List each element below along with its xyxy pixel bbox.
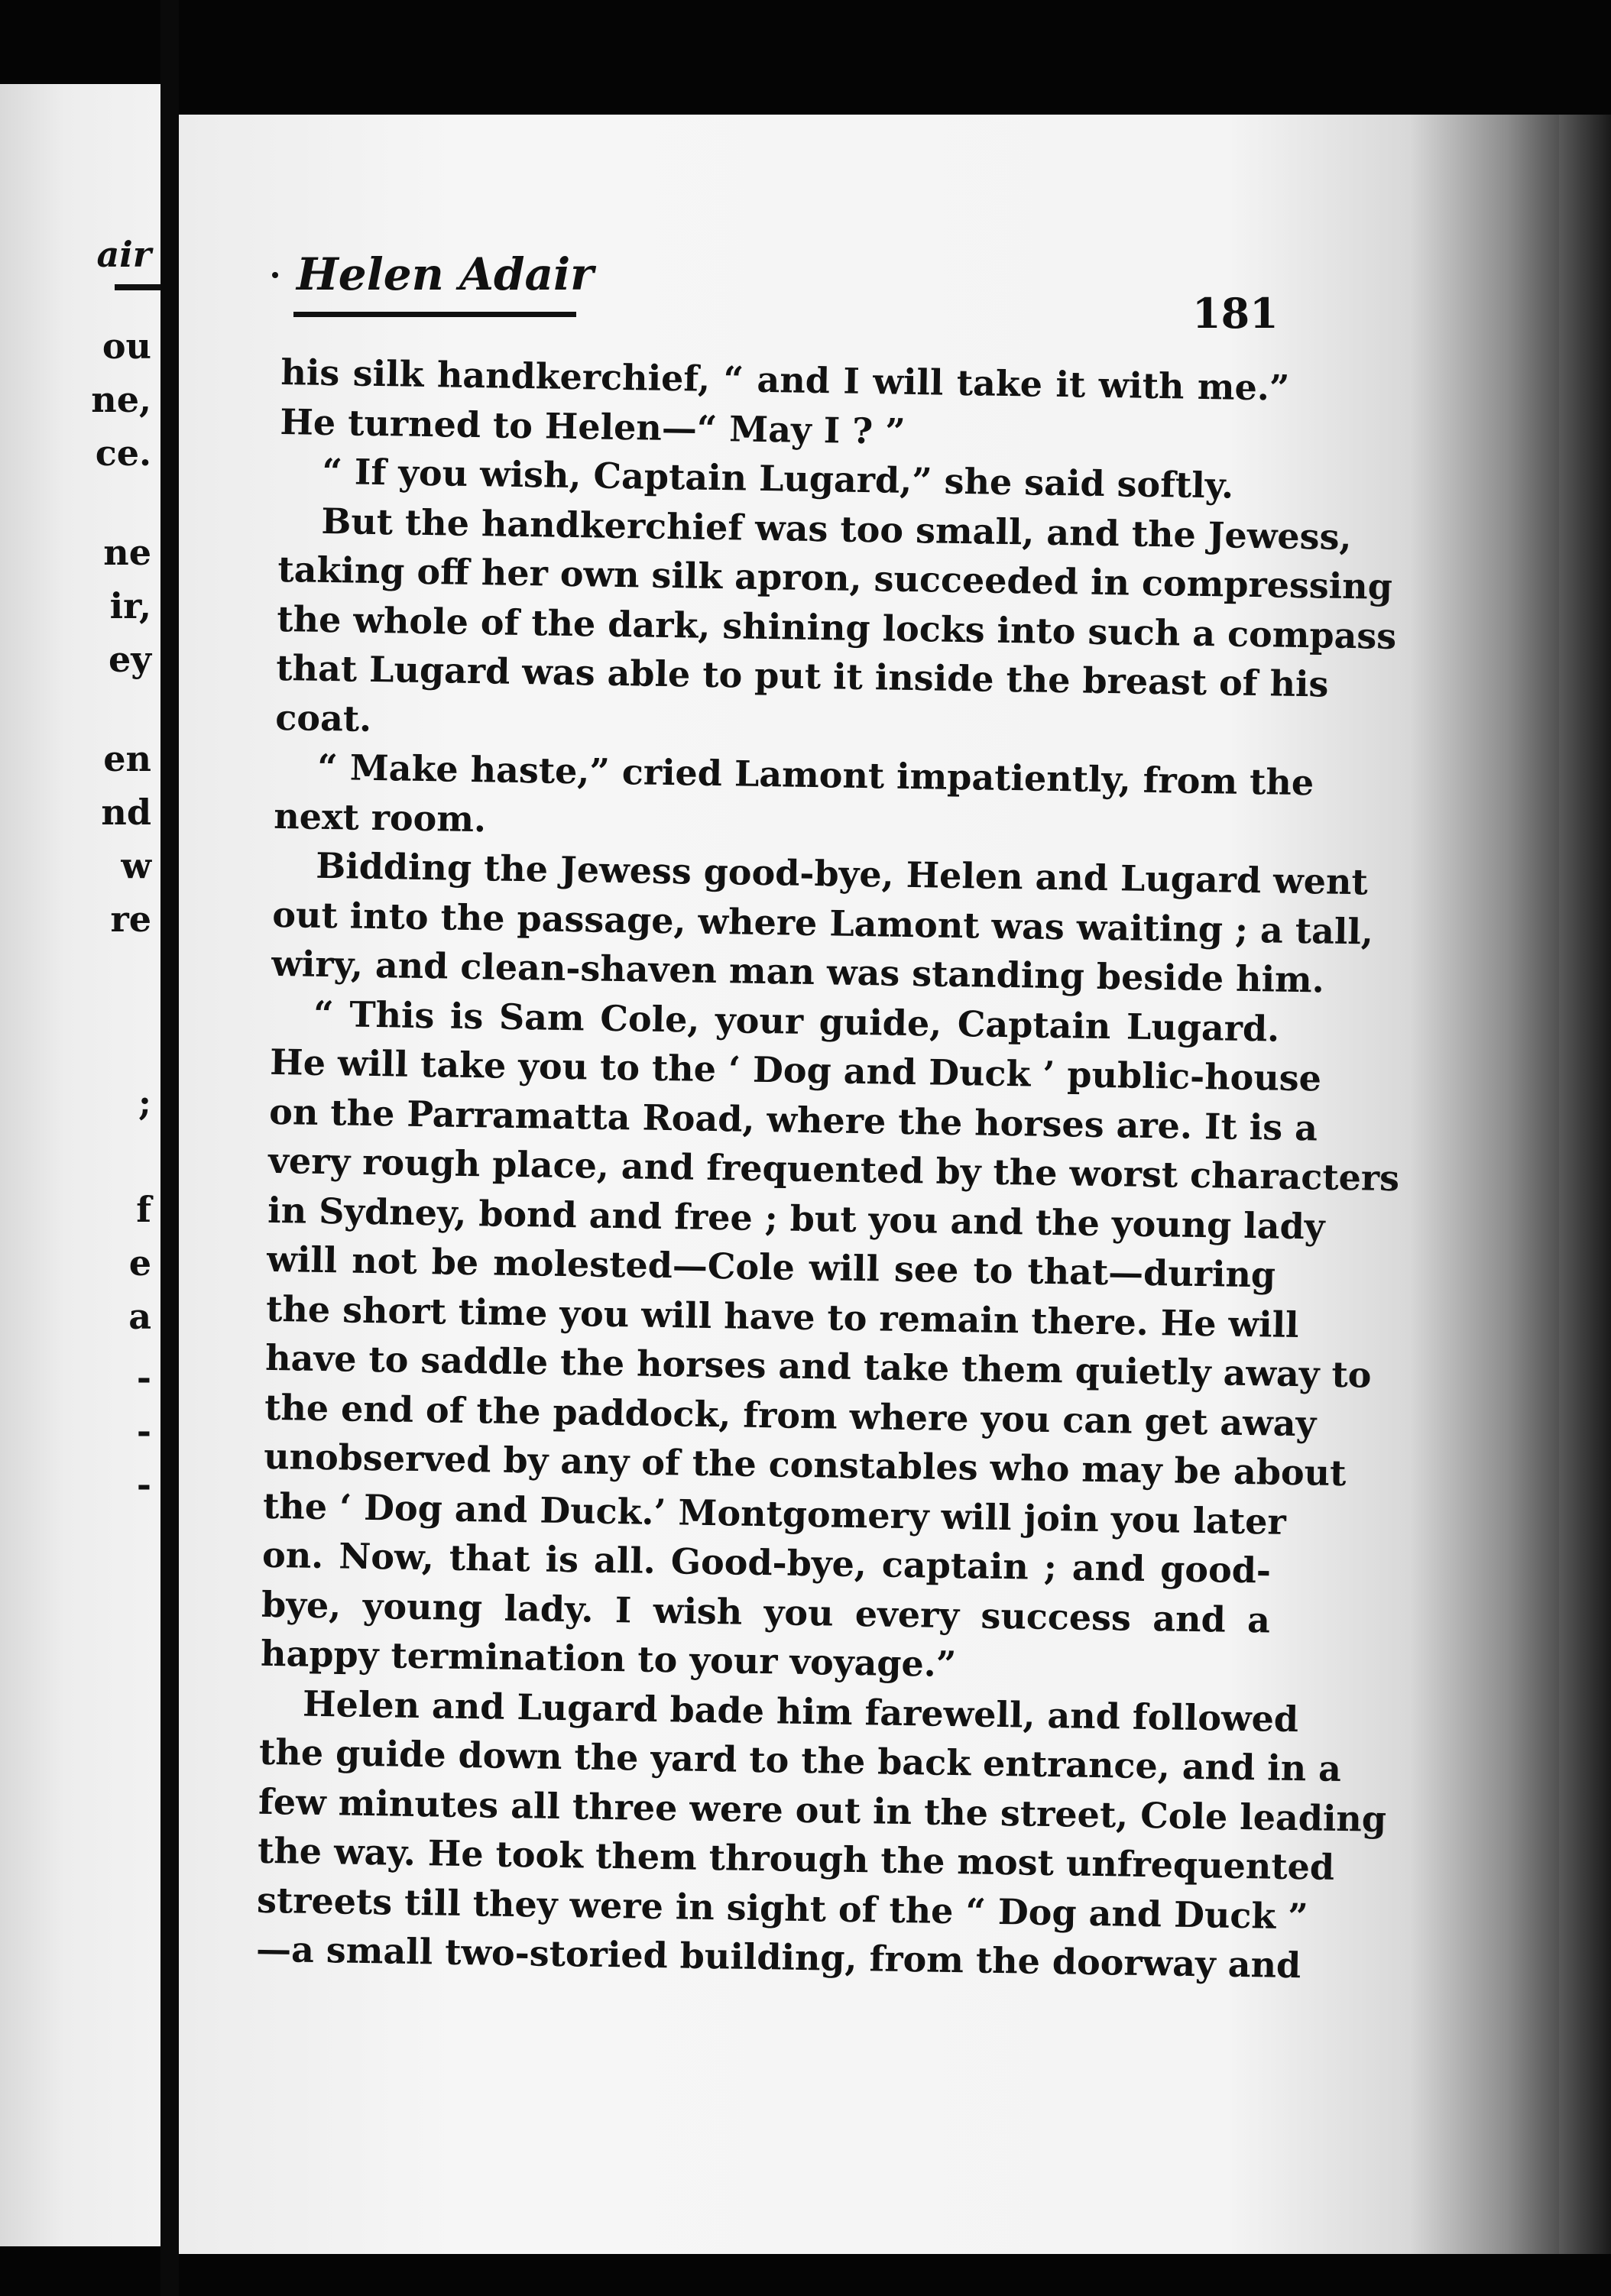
text-line: happy termination to your voyage.” [260, 1632, 957, 1686]
text-line: in Sydney, bond and free ; but you and the young lady [267, 1189, 1325, 1248]
facing-page-fragment [0, 84, 160, 2246]
text-line: on the Parramatta Road, where the horses are. It is a [268, 1090, 1318, 1148]
text-line: coat. [274, 696, 372, 740]
facing-page-fragment-text: ; [138, 1082, 151, 1123]
facing-page-fragment-text: - [136, 1410, 151, 1452]
facing-page-fragment-text: w [121, 845, 151, 886]
facing-page-fragment-text: f [136, 1189, 151, 1230]
text-line: “ If you wish, Captain Lugard,” she said softly. [322, 450, 1234, 507]
text-line: that Lugard was able to put it inside the breast of his [275, 646, 1329, 705]
facing-page-fragment-text: ne, [91, 379, 151, 420]
text-line: “ Make haste,” cried Lamont impatiently, from the [316, 746, 1314, 804]
text-line: will not be molested—Cole will see to that—during [266, 1238, 1276, 1296]
facing-page-fragment-text: - [136, 1464, 151, 1505]
text-line: streets till they were in sight of the “ Dog and Duck ” [256, 1879, 1309, 1937]
facing-page-fragment-text: nd [101, 792, 151, 833]
running-title-underline [293, 312, 576, 317]
text-line: Bidding the Jewess good-bye, Helen and Lugard went [315, 844, 1369, 903]
text-line: “ This is Sam Cole, your guide, Captain Lugard. [313, 993, 1280, 1050]
text-line: unobserved by any of the constables who may be about [263, 1435, 1347, 1495]
book-gutter [160, 0, 179, 2296]
text-line: on. Now, that is all. Good-bye, captain ; and good- [261, 1533, 1272, 1592]
text-line: But the handkerchief was too small, and the Jewess, [321, 500, 1352, 558]
facing-page-fragment-text: e [128, 1242, 151, 1284]
text-line: have to saddle the horses and take them quietly away to [264, 1336, 1372, 1396]
facing-page-fragment-text: - [136, 1357, 151, 1398]
text-line: bye, young lady. I wish you every success and a [261, 1583, 1271, 1641]
text-line: the short time you will have to remain there. He will [265, 1287, 1299, 1346]
text-line: wiry, and clean-shaven man was standing beside him. [271, 942, 1325, 1001]
text-line: the whole of the dark, shining locks into such a compass [277, 597, 1397, 657]
body-text [255, 348, 1400, 1990]
text-line: He turned to Helen—“ May I ? ” [280, 400, 906, 452]
facing-page-header-fragment: air [96, 234, 151, 275]
text-line: the guide down the yard to the back entrance, and in a [258, 1731, 1342, 1790]
facing-page-fragment-text: a [128, 1296, 151, 1337]
text-line: the way. He took them through the most unfrequented [257, 1829, 1335, 1888]
header-dot [272, 272, 278, 278]
facing-page-fragment-text: ne [103, 532, 151, 573]
facing-page-fragment-text: ou [102, 325, 151, 367]
text-line: few minutes all three were out in the street, Cole leading [258, 1780, 1387, 1840]
facing-page-fragment-text: ey [109, 639, 151, 680]
text-line: very rough place, and frequented by the worst characters [267, 1139, 1400, 1200]
facing-page-header-rule [115, 284, 160, 290]
text-line: —a small two-storied building, from the doorway and [255, 1928, 1301, 1987]
text-line: He will take you to the ‘ Dog and Duck ’ public-house [269, 1041, 1322, 1099]
facing-page-fragment-text: ir, [109, 585, 151, 627]
facing-page-fragment-text: ce. [95, 432, 151, 474]
facing-page-fragment-text: en [103, 738, 151, 779]
running-title: Helen Adair [297, 248, 594, 300]
text-line: the ‘ Dog and Duck.’ Montgomery will join you later [262, 1485, 1287, 1543]
text-line: next room. [273, 795, 487, 840]
text-line: Helen and Lugard bade him farewell, and followed [302, 1682, 1299, 1740]
page-number: 181 [1192, 289, 1279, 338]
facing-page-fragment-text: re [110, 899, 151, 940]
text-line: his silk handkerchief, “ and I will take it with me.” [280, 351, 1290, 409]
text-line: out into the passage, where Lamont was waiting ; a tall, [271, 893, 1374, 953]
text-line: the end of the paddock, from where you can get away [264, 1386, 1317, 1444]
text-line: taking off her own silk apron, succeeded in compressing [277, 548, 1393, 607]
page-edge-shadow [1559, 115, 1611, 2254]
